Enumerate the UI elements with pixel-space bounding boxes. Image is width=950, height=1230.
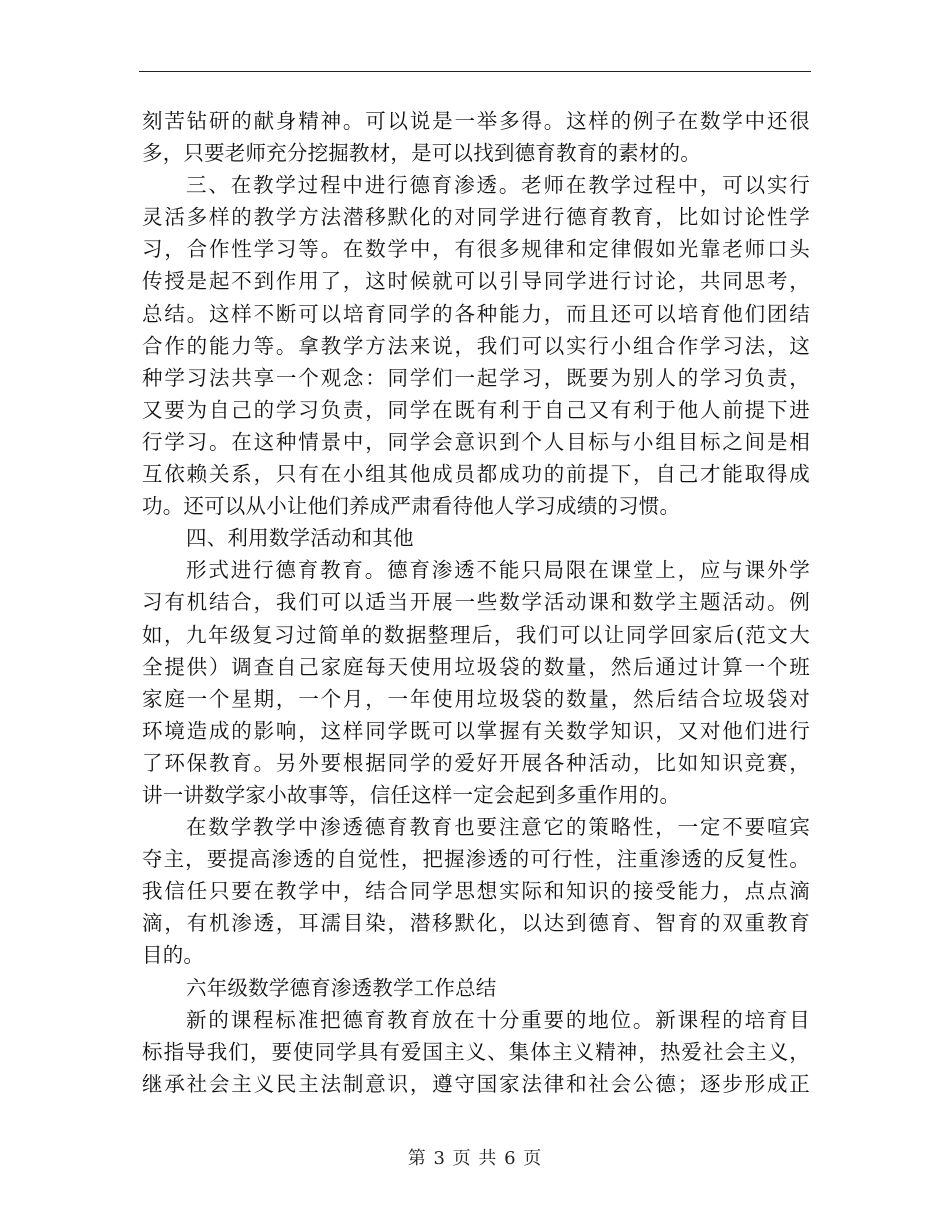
text-line: 了环保教育。另外要根据同学的爱好开展各种活动，比如知识竞赛， (142, 750, 810, 775)
text-line: 总结。这样不断可以培育同学的各种能力，而且还可以培育他们团结 (142, 301, 810, 326)
text-line: 滴，有机渗透，耳濡目染，潜移默化，以达到德育、智育的双重教育 (142, 911, 810, 936)
text-line: 三、在教学过程中进行德育渗透。老师在教学过程中，可以实行 (186, 173, 810, 198)
text-line: 行学习。在这种情景中，同学会意识到个人目标与小组目标之间是相 (142, 429, 810, 454)
text-line: 继承社会主义民主法制意识，遵守国家法律和社会公德；逐步形成正 (142, 1071, 810, 1096)
header-rule (139, 71, 811, 72)
text-line: 目的。 (142, 943, 205, 968)
text-line: 环境造成的影响，这样同学既可以掌握有关数学知识，又对他们进行 (142, 718, 810, 743)
text-line: 讲一讲数学家小故事等，信任这样一定会起到多重作用的。 (142, 782, 681, 807)
text-line: 新的课程标准把德育教育放在十分重要的地位。新课程的培育目 (186, 1007, 810, 1032)
text-line: 合作的能力等。拿教学方法来说，我们可以实行小组合作学习法，这 (142, 333, 810, 358)
document-body (142, 105, 810, 1100)
text-line: 四、利用数学活动和其他 (186, 526, 414, 551)
text-line: 多，只要老师充分挖掘教材，是可以找到德育教育的素材的。 (142, 141, 701, 166)
text-line: 习有机结合，我们可以适当开展一些数学活动课和数学主题活动。例 (142, 590, 810, 615)
text-line: 如，九年级复习过简单的数据整理后，我们可以让同学回家后(范文大 (142, 622, 810, 647)
text-line: 刻苦钻研的献身精神。可以说是一举多得。这样的例子在数学中还很 (142, 109, 810, 133)
text-line: 六年级数学德育渗透教学工作总结 (186, 975, 497, 1000)
text-line: 习，合作性学习等。在数学中，有很多规律和定律假如光靠老师口头 (142, 237, 810, 262)
text-line: 在数学教学中渗透德育教育也要注意它的策略性，一定不要喧宾 (186, 815, 810, 840)
text-line: 灵活多样的教学方法潜移默化的对同学进行德育教育，比如讨论性学 (142, 205, 810, 230)
page-footer: 第 3 页 共 6 页 (407, 1148, 543, 1169)
text-line: 夺主，要提高渗透的自觉性，把握渗透的可行性，注重渗透的反复性。 (142, 847, 810, 872)
text-line: 标指导我们，要使同学具有爱国主义、集体主义精神，热爱社会主义， (142, 1039, 810, 1064)
text-line: 全提供）调查自己家庭每天使用垃圾袋的数量，然后通过计算一个班 (142, 654, 810, 679)
text-line: 互依赖关系，只有在小组其他成员都成功的前提下，自己才能取得成 (142, 462, 810, 487)
text-line: 功。还可以从小让他们养成严肃看待他人学习成绩的习惯。 (142, 494, 681, 519)
text-line: 种学习法共享一个观念：同学们一起学习，既要为别人的学习负责， (142, 365, 810, 390)
text-line: 家庭一个星期，一个月，一年使用垃圾袋的数量，然后结合垃圾袋对 (142, 686, 810, 711)
text-line: 形式进行德育教育。德育渗透不能只局限在课堂上，应与课外学 (186, 558, 810, 583)
text-line: 又要为自己的学习负责，同学在既有利于自己又有利于他人前提下进 (142, 397, 810, 422)
text-line: 我信任只要在教学中，结合同学思想实际和知识的接受能力，点点滴 (142, 879, 810, 904)
text-line: 传授是起不到作用了，这时候就可以引导同学进行讨论，共同思考， (142, 269, 810, 294)
